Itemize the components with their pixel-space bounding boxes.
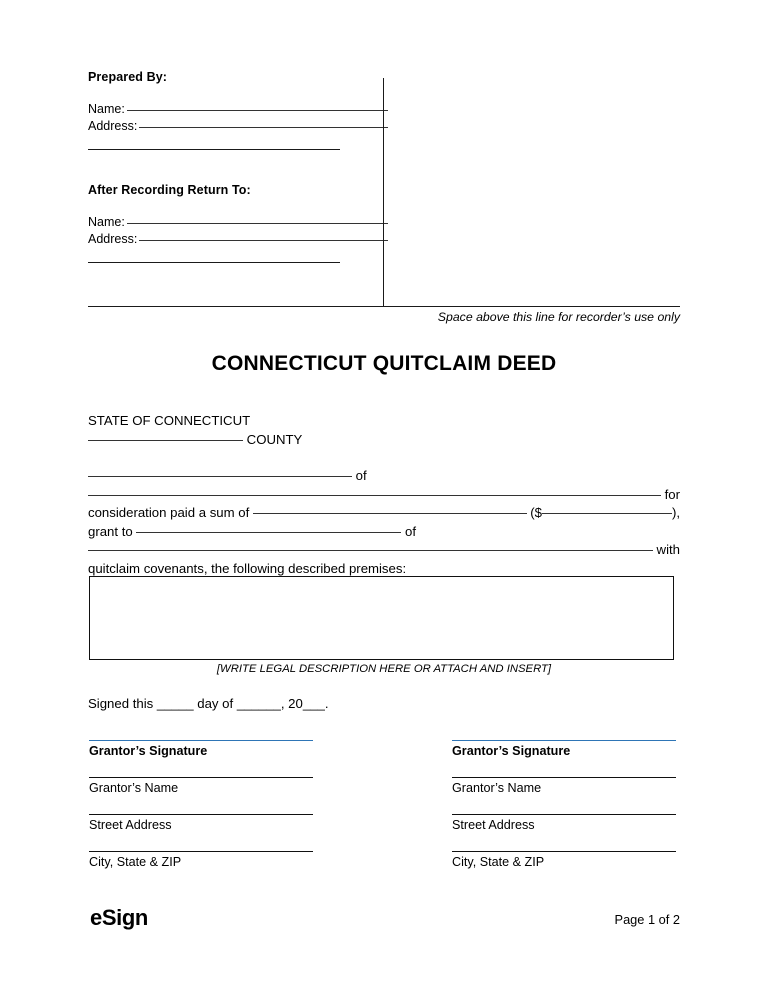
street-line[interactable] <box>452 814 676 815</box>
signature-line[interactable] <box>452 740 676 741</box>
grantor-address-line <box>88 486 680 505</box>
of-label: of <box>352 468 367 483</box>
name-label: Name: <box>88 215 125 229</box>
return-to-address-row <box>88 232 388 249</box>
state-label: STATE OF CONNECTICUT <box>88 413 251 428</box>
address-label: Address: <box>88 119 138 133</box>
return-to-address-blank[interactable] <box>139 240 388 241</box>
name-caption: Grantor’s Name <box>89 781 179 795</box>
county-blank[interactable] <box>88 440 243 441</box>
dollar-open-label: ($ <box>526 505 542 520</box>
address-label: Address: <box>88 232 138 246</box>
signed-date-line[interactable]: Signed this _____ day of ______, 20___. <box>88 696 329 711</box>
dollar-close-label: ), <box>671 505 680 520</box>
county-label: COUNTY <box>243 431 303 447</box>
street-group <box>89 814 313 832</box>
consideration-amount-blank[interactable] <box>542 513 672 514</box>
esign-logo: eSign <box>90 905 148 930</box>
name-caption: Grantor’s Name <box>452 781 542 795</box>
name-label: Name: <box>88 102 125 116</box>
street-caption: Street Address <box>89 818 172 832</box>
return-to-address-blank-2[interactable] <box>88 262 340 263</box>
prepared-by-name-row <box>88 102 388 119</box>
signature-group <box>89 740 313 758</box>
city-group <box>89 851 313 869</box>
legal-description-box[interactable] <box>89 576 674 660</box>
grantor-signature-block-right <box>452 740 676 869</box>
recorder-header-area <box>88 70 680 308</box>
grantee-blank[interactable] <box>136 532 401 533</box>
grantor-signature-block-left <box>89 740 313 869</box>
consideration-line <box>88 504 680 523</box>
prepared-by-label: Prepared By: <box>88 70 168 84</box>
grantee-address-blank[interactable] <box>88 550 653 551</box>
name-line[interactable] <box>452 777 676 778</box>
signature-group <box>452 740 676 758</box>
name-group <box>452 777 676 795</box>
grantor-line <box>88 467 680 486</box>
with-label: with <box>652 542 680 557</box>
county-line <box>88 431 680 450</box>
after-recording-return-to-label: After Recording Return To: <box>88 183 251 197</box>
recorder-vertical-divider <box>383 78 384 307</box>
city-line[interactable] <box>89 851 313 852</box>
name-group <box>89 777 313 795</box>
street-line[interactable] <box>89 814 313 815</box>
recorder-use-note: Space above this line for recorder’s use only <box>437 310 680 324</box>
name-line[interactable] <box>89 777 313 778</box>
grant-to-label: grant to <box>88 523 137 539</box>
return-to-name-row <box>88 215 388 232</box>
legal-description-caption: [WRITE LEGAL DESCRIPTION HERE OR ATTACH AND INSERT] <box>216 663 552 675</box>
deed-body <box>88 412 680 578</box>
recorder-horizontal-rule <box>88 306 680 307</box>
page-title: CONNECTICUT QUITCLAIM DEED <box>211 352 557 375</box>
prepared-by-block <box>88 70 388 263</box>
prepared-by-address-row <box>88 119 388 136</box>
state-line <box>88 412 680 431</box>
for-label: for <box>660 486 680 502</box>
signature-caption: Grantor’s Signature <box>89 744 208 758</box>
prepared-by-name-blank[interactable] <box>127 110 388 111</box>
signature-caption: Grantor’s Signature <box>452 744 571 758</box>
street-group <box>452 814 676 832</box>
of-label-2: of <box>401 523 417 539</box>
signature-line[interactable] <box>89 740 313 741</box>
page-number: Page 1 of 2 <box>614 912 680 927</box>
city-caption: City, State & ZIP <box>452 855 545 869</box>
city-caption: City, State & ZIP <box>89 855 182 869</box>
consideration-words-blank[interactable] <box>253 513 527 514</box>
street-caption: Street Address <box>452 818 535 832</box>
grantor-blank[interactable] <box>88 476 352 477</box>
grantee-address-line <box>88 541 680 560</box>
prepared-by-address-blank[interactable] <box>139 127 388 128</box>
return-to-name-blank[interactable] <box>127 223 388 224</box>
consideration-label: consideration paid a sum of <box>88 505 253 520</box>
grantee-line <box>88 523 680 542</box>
covenants-label: quitclaim covenants, the following described premises: <box>88 560 407 576</box>
grantor-address-blank[interactable] <box>88 495 661 496</box>
city-line[interactable] <box>452 851 676 852</box>
city-group <box>452 851 676 869</box>
